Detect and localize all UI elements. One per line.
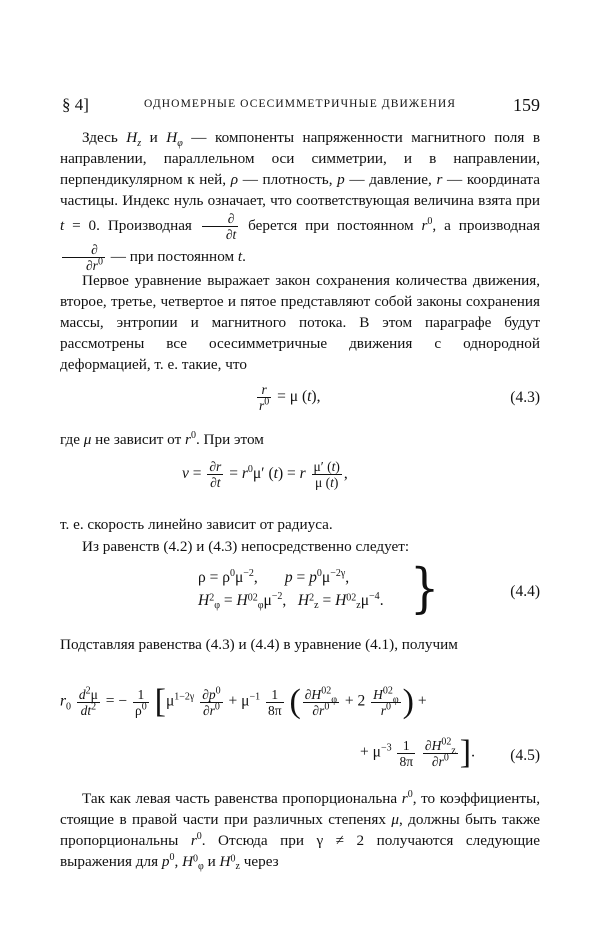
velocity-equation: v = $\frac{\partial r}{\partial t}$ = $r^0\mu'$ (t) = r $\frac{\mu' (t)}{\mu (t)}$ , — [182, 459, 348, 490]
equation-label-4-5: (4.5) — [510, 747, 540, 764]
paragraph-6: Подставляя равенства (4.3) и (4.4) в уравнение (4.1), получим — [60, 636, 458, 653]
paragraph-1: Здесь $H_z$ и $H_\varphi$ — компоненты напряженности магнитного поля в направлении, параллельном оси симметрии, и в направлении, перпендикулярном к ней, ρ — плотность, p — давление, r — координата частицы. Индекс нуль означает, что соответствующая величина взята при t = 0. Производная ∂ ∂t берется при постоянном $r^0$, а производная ∂ $\partial r^0$ — при постоянном t. — [60, 129, 540, 273]
paragraph-7: Так как левая часть равенства пропорциональна $r^0$, то коэффициенты, стоящие в правой части при различных степенях μ, должны быть также пропорциональны $r^0$. Отсюда при γ ≠ 2 получаются следующие выражения для $p^0$, $H^0_\varphi$ и $H^0_z$ через — [60, 788, 541, 872]
equation-4-5-line2: + $\mu^{-3}$ $\frac{1}{8\pi}$ $\frac{\partial H^{02}_z}{\partial r^0}$ ]. — [360, 734, 475, 771]
section-marker: § 4] — [62, 95, 89, 114]
paragraph-3: где μ не зависит от $r^0$. При этом — [60, 429, 264, 448]
book-page — [60, 0, 540, 925]
running-title: ОДНОМЕРНЫЕ ОСЕСИММЕТРИЧНЫЕ ДВИЖЕНИЯ — [144, 98, 457, 110]
running-header — [60, 95, 540, 117]
equation-4-4: $\rho = \rho^0\mu^{-2}$, $p = p^0\mu^{-2\gamma}$, $H^2_\varphi = H^{02}_\varphi\mu^{-2}$, $H^2_z = H^{02}_z\mu^{-4}$. — [198, 567, 384, 611]
page-number: 159 — [513, 95, 540, 115]
equation-brace: } — [410, 556, 440, 620]
equation-label-4-4: (4.4) — [510, 583, 540, 600]
paragraph-4: т. е. скорость линейно зависит от радиуса. — [60, 516, 333, 533]
equation-4-5-line1: $r_0$ $\frac{d^2\mu}{dt^2}$ = − $\frac{1}{\rho^0}$ [$\mu^{1-2\gamma}$ $\frac{\partial p^0}{\partial r^0}$ + $\mu^{-1}$ $\frac{1}{8\pi}$ ( $\frac{\partial H^{02}_\varphi}{\partial r^0}$ + 2 $\frac{H^{02}_\varphi}{r^0}$ ) + — [60, 683, 427, 720]
equation-4-3: $\frac{r}{r^0}$ = μ (t), — [259, 382, 321, 413]
paragraph-2: Первое уравнение выражает закон сохранения количества движения, второе, третье, четвертое и пятое представляют собой законы сохранения массы, энтропии и магнитного потока. В этом параграфе будут рассмотрены все осесимметричные движения с однородной деформацией, т. е. такие, что — [60, 272, 540, 373]
equation-label-4-3: (4.3) — [510, 389, 540, 406]
paragraph-5: Из равенств (4.2) и (4.3) непосредственно следует: — [82, 538, 410, 555]
